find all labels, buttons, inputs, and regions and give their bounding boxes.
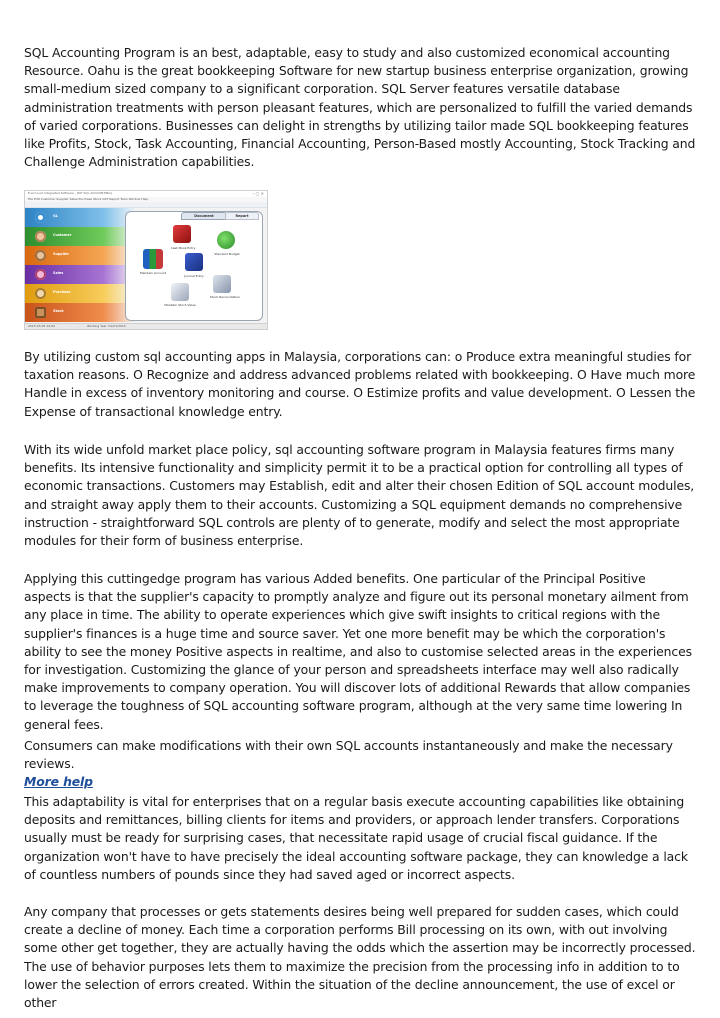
icon-label-budget: Standard Budget bbox=[214, 252, 240, 256]
tab-report: Report bbox=[225, 212, 259, 220]
module-band-stock bbox=[25, 303, 137, 322]
module-band-supplier bbox=[25, 246, 137, 265]
icon-label-maintain-account: Maintain Account bbox=[140, 271, 166, 275]
icon-label-stock-value: Maintain Stock Value bbox=[164, 303, 196, 307]
globe-icon bbox=[217, 231, 235, 249]
window-statusbar bbox=[25, 323, 267, 329]
icon-label-journal: Journal Entry bbox=[184, 274, 204, 278]
module-label-gl: GL bbox=[53, 214, 58, 218]
menu-items: File Edit Customer Supplier Sales Purchase Stock GST Report Tools Window Help bbox=[28, 197, 149, 201]
module-band-purchase bbox=[25, 284, 137, 303]
paragraph-statements: Any company that processes or gets statements desires being well prepared for sudden cases, which could create a decline of money. Each time a corporation performs Bill processing on its own, with out involving some other get together, they are actually having the odds which the assertion may be incorrectly processed. The use of behavior purposes lets them to maximize the precision from the processing info in addition to to lower the selection of errors created. Within the situation of the decline announcement, the use of excel or other bbox=[24, 904, 696, 1011]
window-title: E-Account Integrated Software - [MY SQL ACCOUNTING] bbox=[28, 191, 112, 195]
modifications-text: Consumers can make modifications with their own SQL accounts instantaneously and make the necessary reviews. bbox=[24, 738, 673, 772]
stock-box-icon bbox=[35, 307, 46, 318]
paragraph-advantages: Applying this cuttingedge program has various Added benefits. One particular of the Principal Positive aspects is that the supplier's capacity to promptly analyze and figure out its personal monetary ailment from any place in time. The ability to operate experiences which give swift insights to critical regions with the supplier's finances is a huge time and source saver. Yet one more benefit may be which the corporation's ability to see the money Positive aspects in realtime, and also to customise selected areas in the experiences for investigation. Customizing the glance of your person and spreadsheets interface may well also radically make improvements to company operation. You will discover lots of additional Rewards that allow companies to leverage the toughness of SQL accounting software program, although at the very same time lowering In general fees. bbox=[24, 571, 692, 732]
status-working-year: Working Year: 01/01/2015 bbox=[87, 324, 126, 328]
cash-book-icon bbox=[173, 225, 191, 243]
supplier-icon bbox=[35, 250, 46, 261]
books-icon bbox=[143, 249, 163, 269]
gl-icon bbox=[35, 212, 46, 223]
module-sidebar bbox=[25, 208, 137, 321]
module-label-customer: Customer bbox=[53, 233, 72, 237]
module-label-supplier: Supplier bbox=[53, 252, 70, 256]
sales-icon bbox=[35, 269, 46, 280]
paragraph-modifications bbox=[24, 737, 696, 792]
module-band-sales bbox=[25, 265, 137, 284]
module-label-sales: Sales bbox=[53, 271, 64, 275]
more-help-link[interactable]: More help bbox=[24, 774, 93, 790]
window-controls-icon: – ▢ ✕ bbox=[252, 191, 264, 196]
paragraph-intro: SQL Accounting Program is an best, adaptable, easy to study and also customized economical accounting Resource. Oahu is the great bookkeeping Software for new startup business enterprise organization, growing small-medium sized company to a significant corporation. SQL Server features versatile database administration treatments with person pleasant features, which are personalized to fulfill the varied demands of varied corporations. Businesses can delight in strengths by utilizing tailor made SQL bookkeeping features like Profits, Stock, Task Accounting, Financial Accounting, Person-Based mostly Accounting, Stock Tracking and Challenge Administration capabilities. bbox=[24, 45, 696, 170]
status-date: 2015-03-05 14:00 bbox=[28, 324, 56, 328]
software-screenshot bbox=[24, 190, 268, 330]
paragraph-benefits-list: By utilizing custom sql accounting apps in Malaysia, corporations can: o Produce extra meaningful studies for taxation reasons. O Recognize and address advanced problems related with bookkeeping. O Have much more Handle in excess of inventory monitoring and course. O Estimize profits and value development. O Lessen the Expense of transactional knowledge entry. bbox=[24, 349, 696, 419]
icon-label-stock-recon: Stock Reconciliation bbox=[209, 295, 241, 299]
module-label-stock: Stock bbox=[53, 309, 64, 313]
customer-icon bbox=[35, 231, 46, 242]
purchase-icon bbox=[35, 288, 46, 299]
module-band-customer bbox=[25, 227, 137, 246]
paper-icon bbox=[171, 283, 189, 301]
journal-icon bbox=[185, 253, 203, 271]
module-label-purchase: Purchase bbox=[53, 290, 71, 294]
paragraph-market-policy: With its wide unfold market place policy, sql accounting software program in Malaysia features firms many benefits. Its intensive functionality and simplicity permit it to be a practical option for controlling all types of economic transactions. Customers may Establish, edit and alter their chosen Edition of SQL account modules, and straight away apply them to their accounts. Customizing a SQL equipment demands no comprehensive instruction - straightforward SQL controls are plenty of to generate, modify and select the most appropriate modules for their form of business enterprise. bbox=[24, 442, 695, 549]
stack-icon bbox=[213, 275, 231, 293]
tab-document: Document bbox=[181, 212, 227, 220]
paragraph-adaptability: This adaptability is vital for enterprises that on a regular basis execute accounting capabilities like obtaining deposits and remittances, billing clients for items and providers, or approach lender transfers. Corporations usually must be ready for surprising cases, that necessitate rapid usage of crucial fiscal guidance. If the organization won't have to have precisely the ideal accounting software package, they can knowledge a lack of countless numbers of pounds since they had saved aged or incorrect aspects. bbox=[24, 794, 688, 882]
icon-label-cash-book: Cash Book Entry bbox=[170, 246, 196, 250]
module-band-gl bbox=[25, 208, 137, 227]
